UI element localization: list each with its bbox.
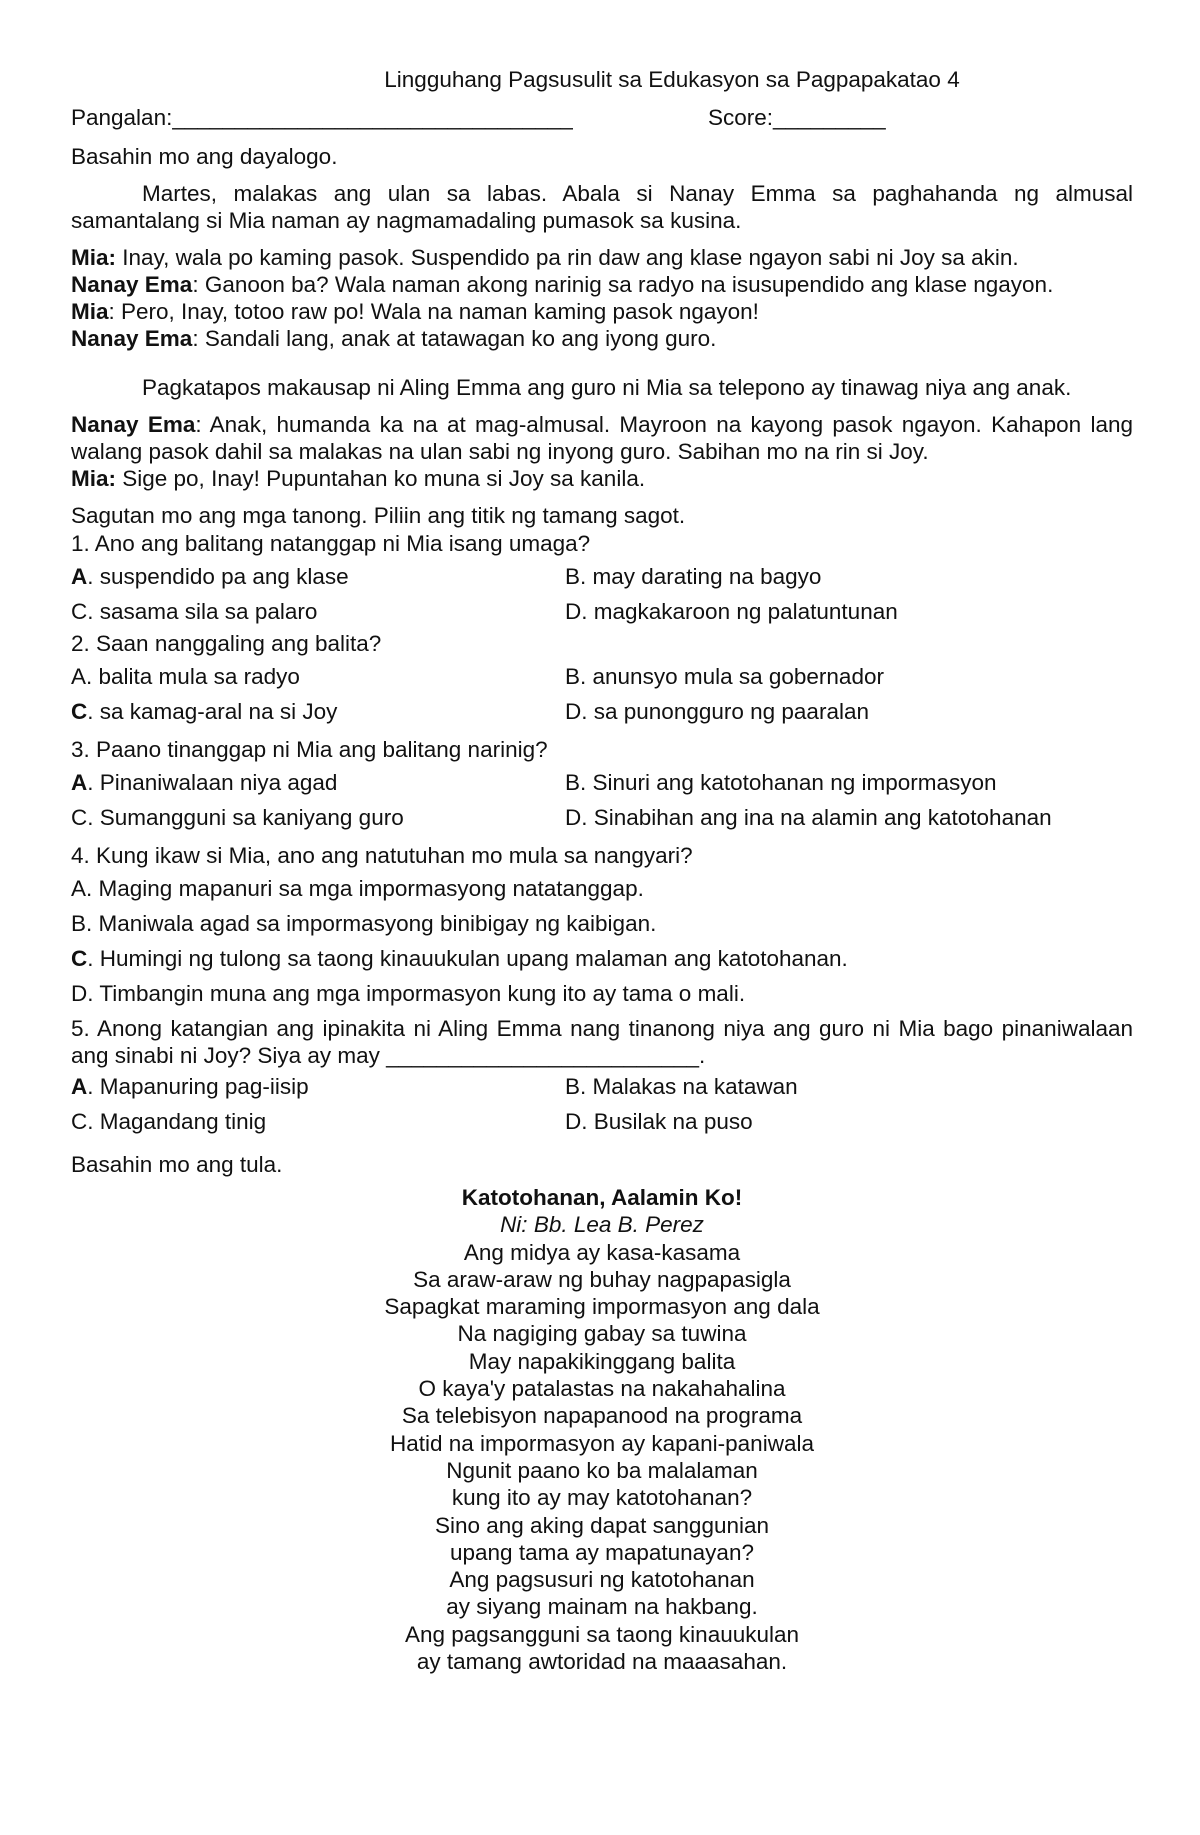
option-c	[71, 594, 565, 629]
option-text: . Maniwala agad sa impormasyong binibigay ng kaibigan.	[86, 911, 657, 936]
poem-line: Sapagkat maraming impormasyon ang dala	[384, 1294, 820, 1320]
option-d	[565, 800, 1059, 835]
poem-line: Ang pagsusuri ng katotohanan	[449, 1567, 755, 1593]
option-text: . sa kamag-aral na si Joy	[87, 699, 338, 724]
option-text: . Busilak na puso	[581, 1109, 753, 1134]
poem-line: Ngunit paano ko ba malalaman	[446, 1457, 758, 1483]
option-b	[71, 906, 1133, 941]
poem-line: Hatid na impormasyon ay kapani-paniwala	[390, 1430, 814, 1456]
poem-line: ay tamang awtoridad na maaasahan.	[416, 1649, 788, 1675]
option-text: . Sinuri ang katotohanan ng impormasyon	[580, 770, 997, 795]
option-letter: B	[565, 1074, 581, 1099]
instruction-read-poem: Basahin mo ang tula.	[71, 1152, 283, 1177]
option-letter: C	[71, 805, 88, 830]
dialogue-line	[71, 271, 1133, 298]
option-letter: D	[565, 805, 582, 830]
option-b	[565, 559, 1059, 594]
option-text: . balita mula sa radyo	[86, 664, 300, 689]
option-row	[71, 765, 1133, 800]
question-1	[71, 529, 1133, 629]
dialogue-text: Sige po, Inay! Pupuntahan ko muna si Joy sa kanila.	[116, 466, 646, 491]
option-row	[71, 694, 1133, 729]
option-b	[565, 659, 1059, 694]
option-text: . Humingi ng tulong sa taong kinauukulan upang malaman ang katotohanan.	[87, 946, 848, 971]
option-d	[565, 694, 1059, 729]
speaker-label: Mia	[71, 299, 109, 324]
option-letter: B	[71, 911, 87, 936]
poem-line: O kaya'y patalastas na nakahahalina	[418, 1376, 786, 1402]
option-a	[71, 871, 1133, 906]
poem-line: Sa telebisyon napapanood na programa	[401, 1403, 803, 1429]
option-row	[71, 1104, 1133, 1139]
speaker-label: Nanay Ema	[71, 326, 193, 351]
poem-author: Ni: Bb. Lea B. Perez	[500, 1212, 704, 1238]
option-letter: C	[71, 1109, 88, 1134]
name-score-row	[71, 105, 1133, 135]
name-field-label: Pangalan:________________________________	[71, 105, 573, 130]
option-row	[71, 800, 1133, 835]
option-d	[565, 594, 1059, 629]
poem-line: upang tama ay mapatunayan?	[450, 1539, 754, 1565]
worksheet-page	[71, 66, 1133, 1675]
narrative-paragraph: Pagkatapos makausap ni Aling Emma ang guro ni Mia sa telepono ay tinawag niya ang anak.	[142, 375, 1072, 400]
option-b	[565, 1069, 1059, 1104]
option-letter: D	[565, 1109, 582, 1134]
poem-line: Sa araw-araw ng buhay nagpapasigla	[413, 1266, 791, 1292]
option-text: . anunsyo mula sa gobernador	[580, 664, 884, 689]
question-text: 1. Ano ang balitang natanggap ni Mia isang umaga?	[71, 531, 591, 556]
poem-title: Katotohanan, Aalamin Ko!	[461, 1185, 743, 1210]
poem-line: Ang midya ay kasa-kasama	[463, 1239, 741, 1265]
option-text: . Magandang tinig	[87, 1109, 267, 1134]
score-field-label: Score:_________	[708, 105, 886, 130]
option-row	[71, 559, 1133, 594]
question-text: 4. Kung ikaw si Mia, ano ang natutuhan mo mula sa nangyari?	[71, 843, 693, 868]
option-c	[71, 694, 565, 729]
dialogue-text: : Pero, Inay, totoo raw po! Wala na naman kaming pasok ngayon!	[108, 299, 759, 324]
poem-line: ay siyang mainam na hakbang.	[446, 1594, 758, 1620]
option-text: . magkakaroon ng palatuntunan	[581, 599, 898, 624]
question-text: 2. Saan nanggaling ang balita?	[71, 631, 382, 656]
option-text: . Sumangguni sa kaniyang guro	[87, 805, 404, 830]
option-row	[71, 1069, 1133, 1104]
instruction-read-dialogue: Basahin mo ang dayalogo.	[71, 144, 338, 169]
option-letter: B	[565, 664, 581, 689]
option-text: . may darating na bagyo	[580, 564, 822, 589]
poem-line: May napakikinggang balita	[468, 1348, 736, 1374]
option-row	[71, 659, 1133, 694]
dialogue-line	[71, 325, 1133, 352]
dialogue-text: : Ganoon ba? Wala naman akong narinig sa radyo na isusupendido ang klase ngayon.	[192, 272, 1054, 297]
dialogue-text: : Sandali lang, anak at tatawagan ko ang iyong guro.	[192, 326, 717, 351]
option-a	[71, 765, 565, 800]
option-a	[71, 559, 565, 594]
option-text: . sa punongguro ng paaralan	[581, 699, 869, 724]
option-text: . suspendido pa ang klase	[87, 564, 349, 589]
option-text: . Sinabihan ang ina na alamin ang katotohanan	[581, 805, 1052, 830]
instruction-answer-questions: Sagutan mo ang mga tanong. Piliin ang titik ng tamang sagot.	[71, 503, 686, 528]
question-5	[71, 1015, 1133, 1139]
option-d	[565, 1104, 1059, 1139]
speaker-label: Mia:	[71, 245, 116, 270]
option-letter: D	[71, 981, 88, 1006]
option-letter: A	[71, 664, 87, 689]
dialogue-line	[71, 298, 1133, 325]
option-text: . Mapanuring pag-iisip	[87, 1074, 309, 1099]
option-c	[71, 941, 1133, 976]
option-letter: A	[71, 564, 88, 589]
option-letter: A	[71, 876, 87, 901]
dialogue-line	[71, 244, 1133, 271]
poem-line: Ang pagsangguni sa taong kinauukulan	[404, 1621, 800, 1647]
speaker-label: Nanay Ema	[71, 272, 193, 297]
poem	[71, 1184, 1133, 1675]
option-letter: B	[565, 770, 581, 795]
narrative-paragraph: Martes, malakas ang ulan sa labas. Abala si Nanay Emma sa paghahanda ng almusal samantalang si Mia naman ay nagmamadaling pumasok sa kusina.	[71, 181, 1133, 233]
option-letter: D	[565, 699, 582, 724]
question-2	[71, 629, 1133, 729]
option-a	[71, 659, 565, 694]
option-letter: B	[565, 564, 581, 589]
option-letter: D	[565, 599, 582, 624]
question-text: 3. Paano tinanggap ni Mia ang balitang narinig?	[71, 737, 548, 762]
dialogue-text: Inay, wala po kaming pasok. Suspendido pa rin daw ang klase ngayon sabi ni Joy sa akin.	[116, 245, 1019, 270]
speaker-label: Nanay Ema	[71, 412, 196, 437]
dialogue-block	[71, 244, 1133, 352]
option-letter: A	[71, 770, 88, 795]
poem-line: kung ito ay may katotohanan?	[451, 1485, 753, 1511]
option-c	[71, 800, 565, 835]
option-d	[71, 976, 1133, 1011]
question-text: 5. Anong katangian ang ipinakita ni Aling Emma nang tinanong niya ang guro ni Mia bago pinaniwalaan ang sinabi ni Joy? Siya ay may _________________________.	[71, 1016, 1133, 1068]
option-b	[565, 765, 1059, 800]
option-letter: C	[71, 946, 88, 971]
option-row	[71, 594, 1133, 629]
option-text: . Malakas na katawan	[580, 1074, 798, 1099]
option-text: . Maging mapanuri sa mga impormasyong natatanggap.	[86, 876, 644, 901]
poem-line: Sino ang aking dapat sanggunian	[434, 1512, 770, 1538]
option-letter: A	[71, 1074, 88, 1099]
dialogue-line	[71, 465, 1133, 492]
dialogue-block	[71, 411, 1133, 492]
option-text: . sasama sila sa palaro	[87, 599, 318, 624]
option-a	[71, 1069, 565, 1104]
question-3	[71, 735, 1133, 835]
dialogue-text: : Anak, humanda ka na at mag-almusal. Mayroon na kayong pasok ngayon. Kahapon lang walang pasok dahil sa malakas na ulan sabi ng inyong guro. Sabihan mo na rin si Joy.	[71, 412, 1133, 464]
poem-line: Na nagiging gabay sa tuwina	[457, 1321, 747, 1347]
question-4	[71, 841, 1133, 1011]
option-text: . Pinaniwalaan niya agad	[87, 770, 338, 795]
option-letter: C	[71, 699, 88, 724]
option-text: . Timbangin muna ang mga impormasyon kung ito ay tama o mali.	[87, 981, 746, 1006]
speaker-label: Mia:	[71, 466, 116, 491]
option-c	[71, 1104, 565, 1139]
dialogue-line	[71, 411, 1133, 465]
page-title: Lingguhang Pagsusulit sa Edukasyon sa Pagpapakatao 4	[384, 67, 960, 92]
option-letter: C	[71, 599, 88, 624]
